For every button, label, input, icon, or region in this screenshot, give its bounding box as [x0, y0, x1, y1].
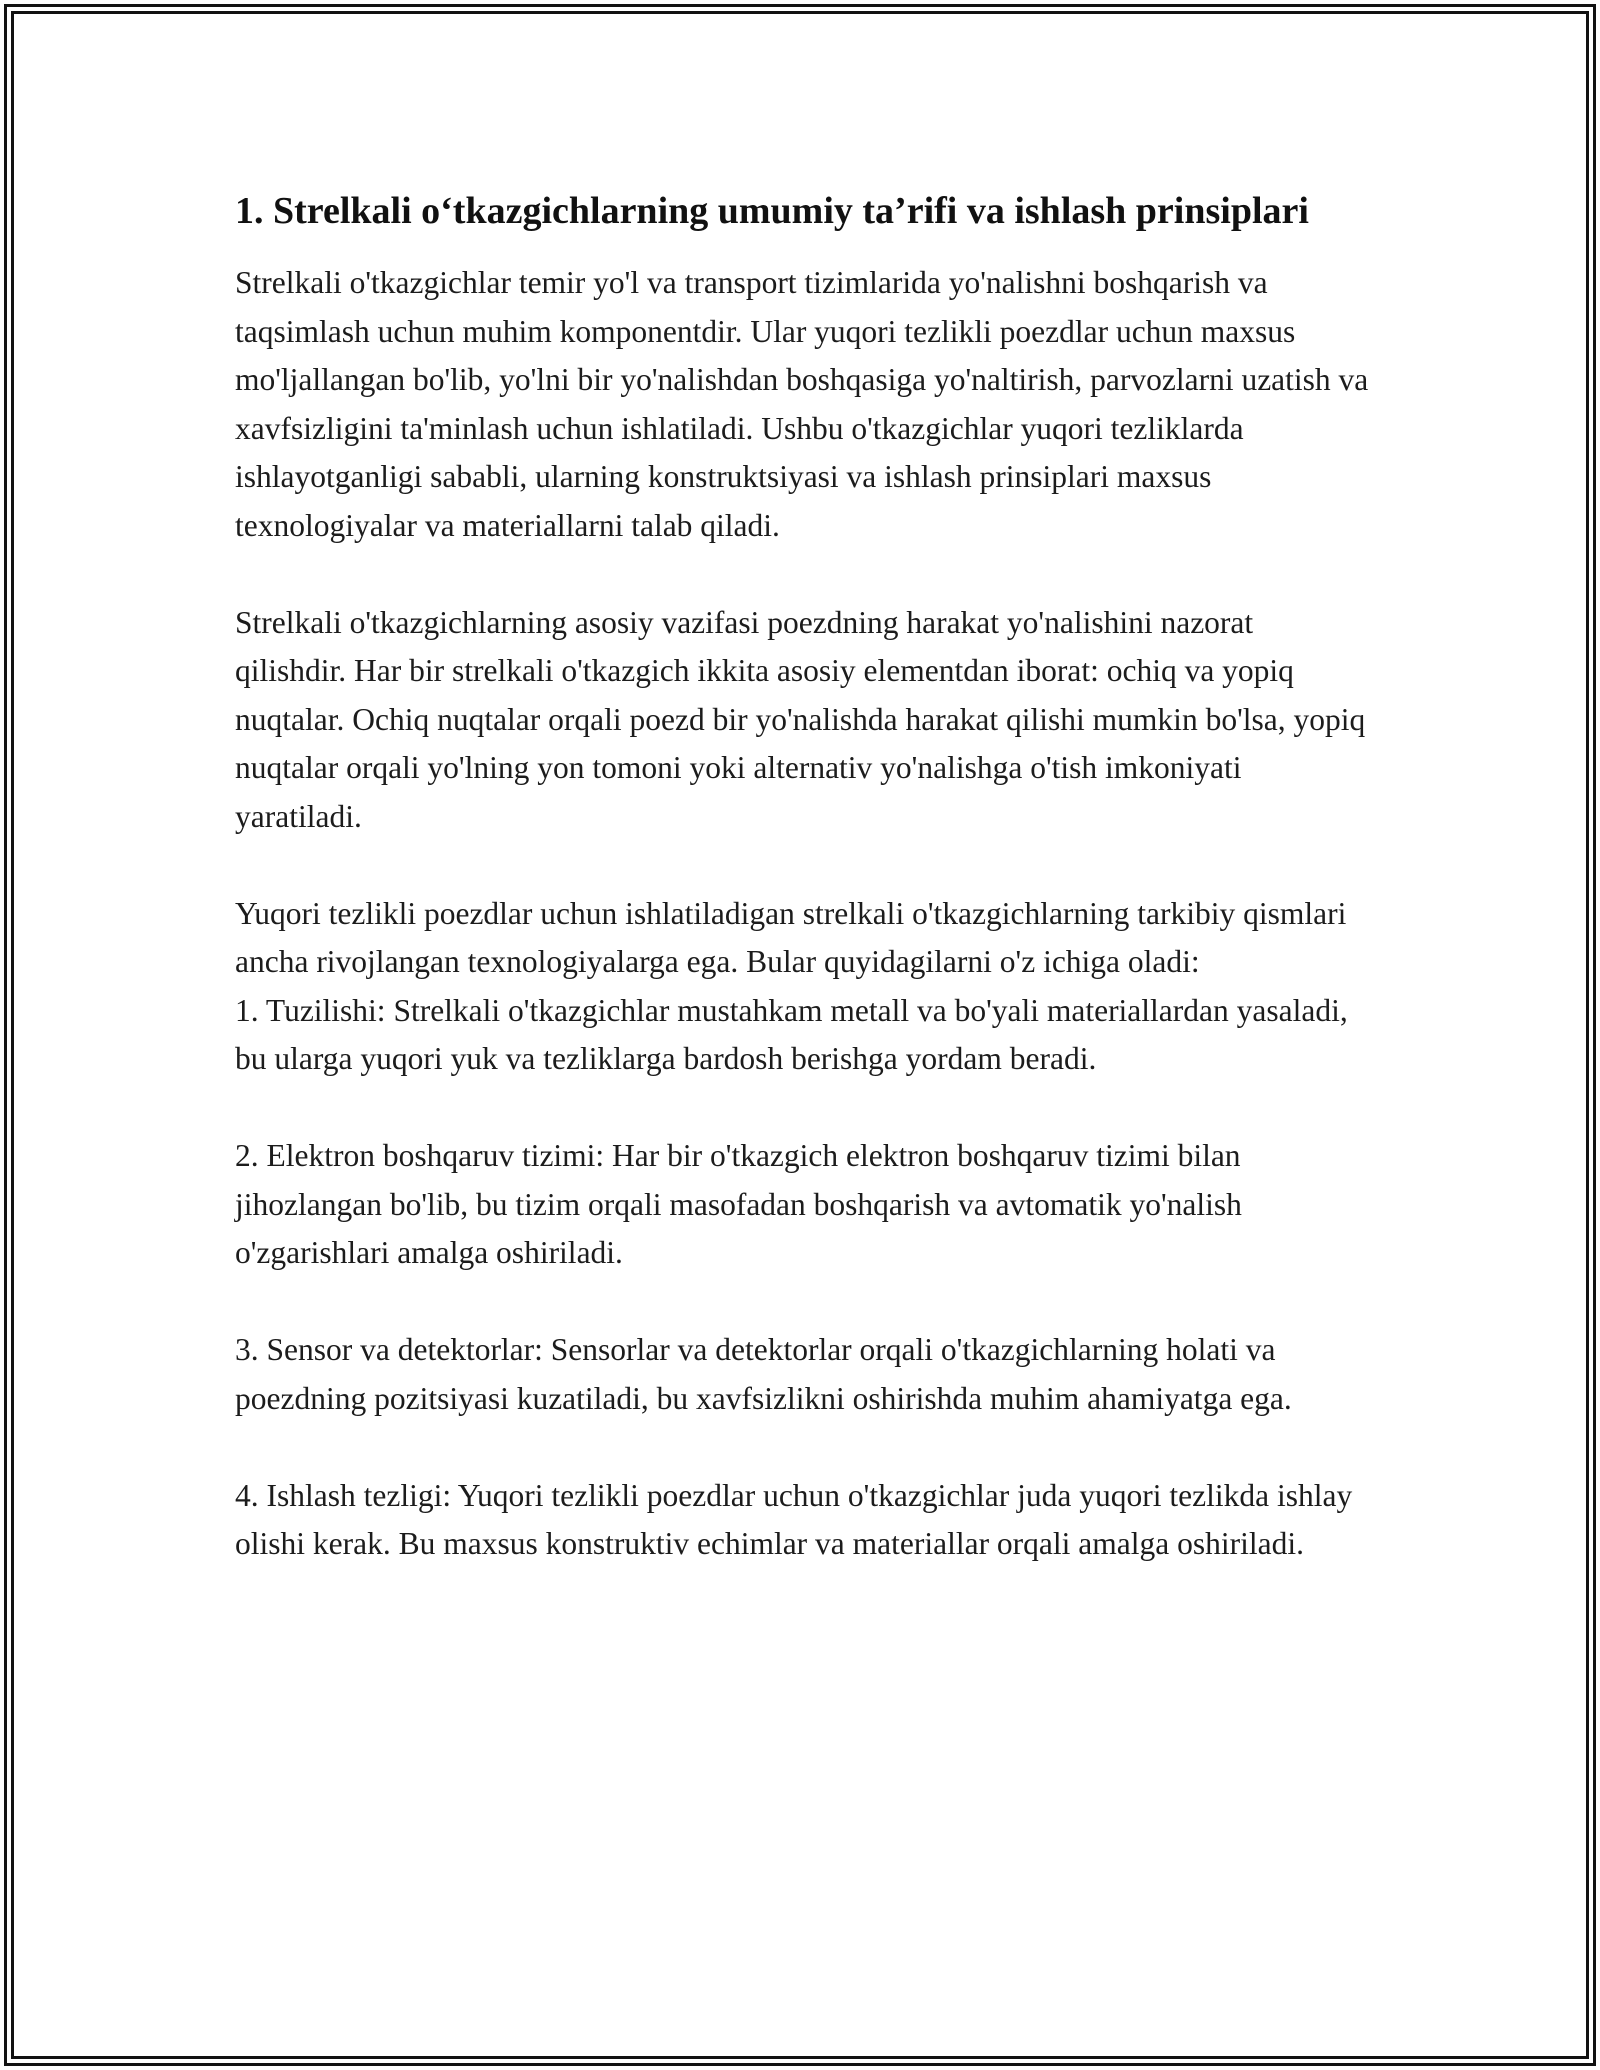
list-item-1: 1. Tuzilishi: Strelkali o'tkazgichlar mustahkam metall va bo'yali materiallardan yasaladi, bu ularga yuqori yuk va tezliklarga bardosh berishga yordam beradi.	[235, 992, 1348, 1076]
paragraph-3: Yuqori tezlikli poezdlar uchun ishlatiladigan strelkali o'tkazgichlarning tarkibiy qismlari ancha rivojlangan texnologiyalarga ega. Bular quyidagilarni o'z ichiga oladi:	[235, 895, 1347, 979]
paragraph-2: Strelkali o'tkazgichlarning asosiy vazifasi poezdning harakat yo'nalishini nazorat qilishdir. Har bir strelkali o'tkazgich ikkita asosiy elementdan iborat: ochiq va yopiq nuqtalar. Ochiq nuqtalar orqali poezd bir yo'nalishda harakat qilishi mumkin bo'lsa, yopiq nuqtalar orqali yo'lning yon tomoni yoki alternativ yo'nalishga o'tish imkoniyati yaratiladi.	[235, 604, 1366, 834]
paragraph-1: Strelkali o'tkazgichlar temir yo'l va transport tizimlarida yo'nalishni boshqarish va taqsimlash uchun muhim komponentdir. Ular yuqori tezlikli poezdlar uchun maxsus mo'ljallangan bo'lib, yo'lni bir yo'nalishdan boshqasiga yo'naltirish, parvozlarni uzatish va xavfsizligini ta'minlash uchun ishlatiladi. Ushbu o'tkazgichlar yuqori tezliklarda ishlayotganligi sababli, ularning konstruktsiyasi va ishlash prinsiplari maxsus texnologiyalar va materiallarni talab qiladi.	[235, 265, 1369, 543]
list-item-2: 2. Elektron boshqaruv tizimi: Har bir o'tkazgich elektron boshqaruv tizimi bilan jihozlangan bo'lib, bu tizim orqali masofadan boshqarish va avtomatik yo'nalish o'zgarishlari amalga oshiriladi.	[235, 1138, 1242, 1270]
section-heading: 1. Strelkali o‘tkazgichlarning umumiy ta’rifi va ishlash prinsiplari	[235, 190, 1309, 232]
document-body	[235, 184, 1370, 1569]
list-item-3: 3. Sensor va detektorlar: Sensorlar va detektorlar orqali o'tkazgichlarning holati va poezdning pozitsiyasi kuzatiladi, bu xavfsizlikni oshirishda muhim ahamiyatga ega.	[235, 1332, 1292, 1416]
list-item-4: 4. Ishlash tezligi: Yuqori tezlikli poezdlar uchun o'tkazgichlar juda yuqori tezlikda ishlay olishi kerak. Bu maxsus konstruktiv echimlar va materiallar orqali amalga oshiriladi.	[235, 1477, 1353, 1561]
